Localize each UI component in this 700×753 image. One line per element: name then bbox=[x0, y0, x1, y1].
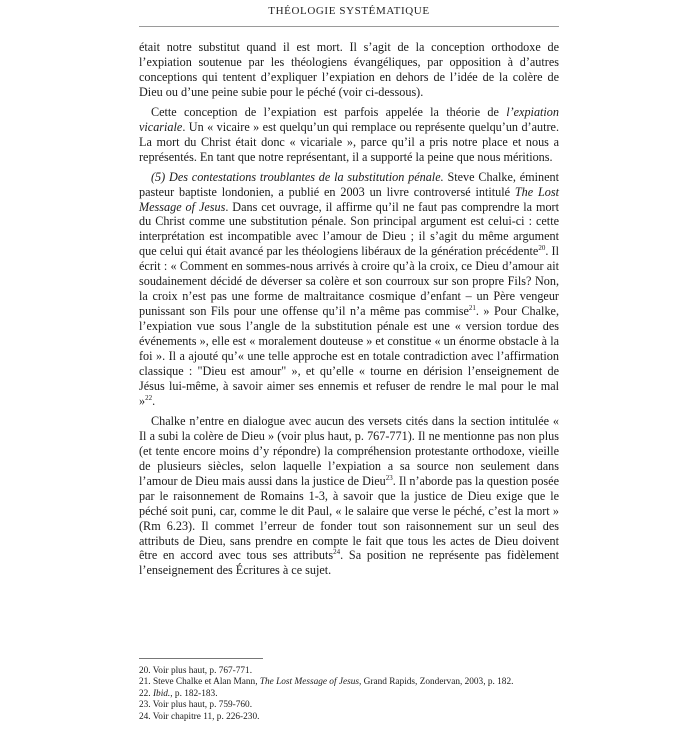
italic-text: The Lost Message of Jesus bbox=[139, 184, 559, 214]
text-run: . Un « vicaire » est quelqu’un qui remplace ou représente quelqu’un d’autre. La mort du Christ était donc « vicariale », parce qu’il a pris notre place et nous a représentés. En tant que notre représentant, il a supporté la peine que nous méritions. bbox=[139, 119, 559, 164]
footnote-23 bbox=[139, 700, 559, 711]
footnote-ref: 22 bbox=[145, 393, 153, 402]
text-run: Cette conception de l’expiation est parfois appelée la théorie de bbox=[151, 104, 507, 119]
text-run: 23. Voir plus haut, p. 759-760. bbox=[139, 700, 253, 711]
footnote-24 bbox=[139, 712, 559, 723]
text-run: . Dans cet ouvrage, il affirme qu’il ne faut pas comprendre la mort du Christ comme une substitution pénale. Son principal argument est celui-ci : cette interprétation est incompatible avec l’amour de Dieu ; il s’agit du même argument que celui qui était avancé par les théologiens libéraux de la génération précédente bbox=[139, 199, 559, 259]
header-rule bbox=[139, 26, 559, 27]
footnote-22 bbox=[139, 689, 559, 700]
text-run: était notre substitut quand il est mort. Il s’agit de la conception orthodoxe de l’expiation soutenue par les théologiens évangéliques, par opposition à d’autres conceptions qui tentent d’expliquer l’expiation en dehors de l’idée de la colère de Dieu ou d’une peine subie pour le péché (voir ci-dessous). bbox=[139, 40, 559, 99]
text-run: Chalke n’entre en dialogue avec aucun des versets cités dans la section intitulée « Il a subi la colère de Dieu » (voir plus haut, p. 767-771). Il ne mentionne pas non plus (et tente encore moins d’y répondre) la compréhension protestante orthodoxe, vieille de plusieurs siècles, selon laquelle l’expiation a sa source non seulement dans l’amour de Dieu mais aussi dans la justice de Dieu bbox=[139, 413, 559, 488]
text-run: . bbox=[152, 393, 156, 408]
text-run: 20. Voir plus haut, p. 767-771. bbox=[139, 666, 253, 676]
text-run: . » Pour Chalke, l’expiation vue sous l’angle de la substitution pénale est une « version tordue des événements », elle est « moralement douteuse » et constitue « un énorme obstacle à la foi ». Il a ajouté qu’« une telle approche est en totale contradiction avec l’affirmation classique : "Dieu est amour" », et qu’elle « tourne en dérision l’enseignement de Jésus lui-même, à savoir aimer ses ennemis et refuser de rendre le mal pour le mal » bbox=[139, 304, 559, 408]
footnote-ref: 20 bbox=[538, 244, 546, 253]
body-text bbox=[139, 40, 559, 583]
italic-text: l’expiation vicariale bbox=[139, 104, 559, 134]
footnote-ref: 24 bbox=[333, 548, 341, 557]
text-run: , p. 182-183. bbox=[170, 688, 218, 699]
text-run: Steve Chalke, éminent pasteur baptiste londonien, a publié en 2003 un livre controversé intitulé bbox=[139, 169, 560, 199]
italic-text: Ibid. bbox=[152, 688, 171, 699]
footnote-ref: 23 bbox=[385, 473, 393, 482]
footnote-ref: 21 bbox=[468, 304, 476, 313]
footnote-20 bbox=[139, 666, 559, 677]
text-run: . Sa position ne représente pas fidèlement l’enseignement des Écritures à ce sujet. bbox=[139, 548, 559, 578]
paragraph-chalke-challenge bbox=[139, 170, 559, 409]
text-run: , Grand Rapids, Zondervan, 2003, p. 182. bbox=[359, 677, 514, 688]
italic-text: (5) Des contestations troublantes de la substitution pénale. bbox=[151, 169, 444, 184]
paragraph-substitute bbox=[139, 40, 559, 100]
italic-text: The Lost Message of Jesus bbox=[259, 677, 360, 688]
paragraph-chalke-critique bbox=[139, 414, 559, 578]
running-header: THÉOLOGIE SYSTÉMATIQUE bbox=[268, 5, 430, 17]
text-run: . Il n’aborde pas la question posée par le raisonnement de Romains 1-3, à savoir que la justice de Dieu exige que le péché soit puni, car, comme le dit Paul, « le salaire que verse le péché, c’est la mort » (Rm 6.23). Il commet l’erreur de fonder tout son raisonnement sur un seul des attributs de Dieu, sans prendre en compte le fait que tous les actes de Dieu doivent être en accord avec tous ses attributs bbox=[139, 473, 559, 563]
footnote-21 bbox=[139, 677, 559, 688]
paragraph-vicarious-theory bbox=[139, 105, 559, 165]
text-run: . Il écrit : « Comment en sommes-nous arrivés à croire qu’à la croix, ce Dieu d’amour ait soudainement décidé de déverser sa colère et son courroux sur son propre Fils? Non, la croix n’est pas une forme de maltraitance cosmique d’enfant – un Père vengeur punissant son Fils pour une offense qu’il n’a même pas commise bbox=[139, 244, 559, 319]
text-run: 24. Voir chapitre 11, p. 226-230. bbox=[139, 711, 260, 722]
text-run: 22. bbox=[139, 688, 153, 699]
footnotes bbox=[139, 666, 559, 723]
footnote-rule bbox=[139, 658, 263, 659]
text-run: 21. Steve Chalke et Alan Mann, bbox=[139, 677, 260, 688]
